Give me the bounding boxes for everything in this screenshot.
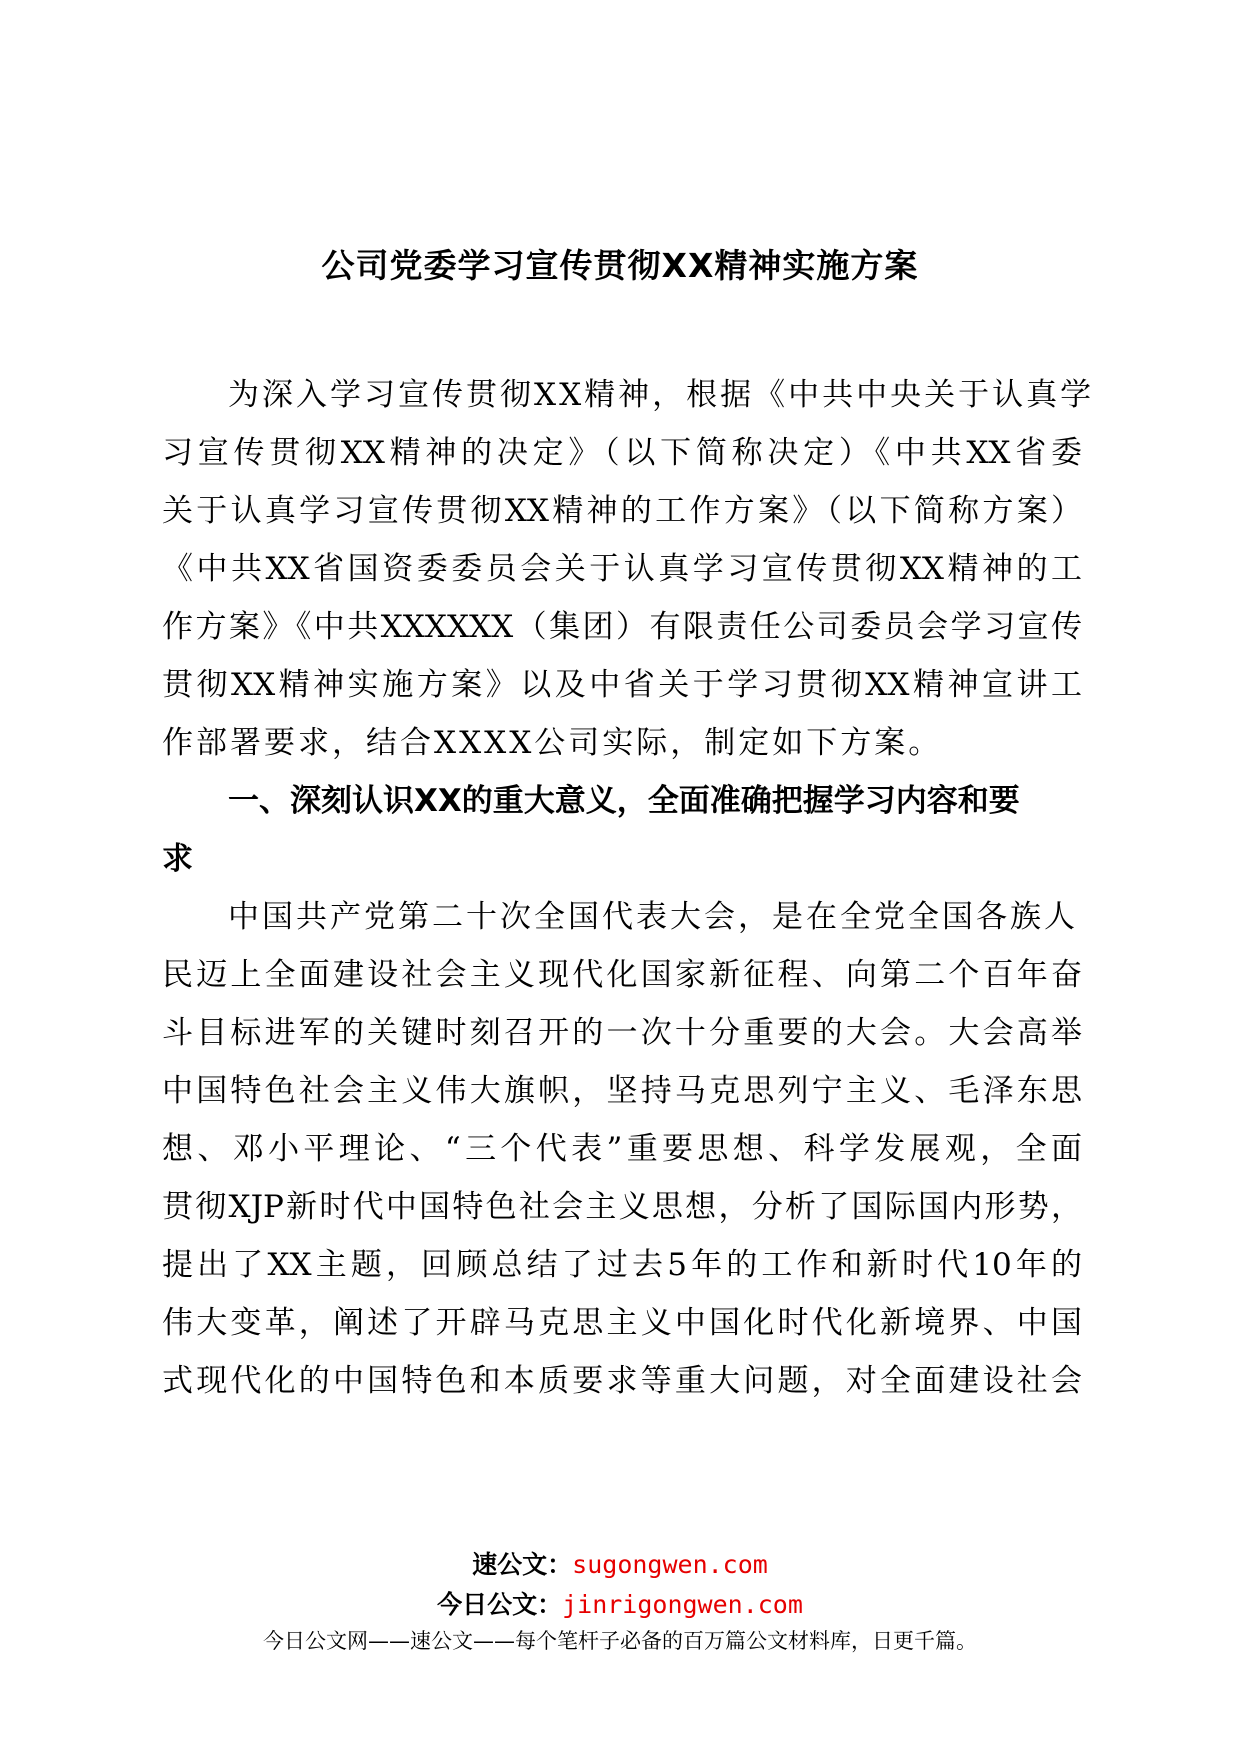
paragraph-1-line-7: 作部署要求，结合XXXX公司实际，制定如下方案。 [162, 725, 943, 761]
paragraph-2-line-8: 伟大变革，阐述了开辟马克思主义中国化时代化新境界、中国 [162, 1305, 1082, 1341]
paragraph-2-line-7: 提出了XX主题，回顾总结了过去5年的工作和新时代10年的 [162, 1247, 1082, 1283]
section-heading-1-line-2: 求 [162, 841, 193, 877]
footer-tagline: 今日公文网——速公文——每个笔杆子必备的百万篇公文材料库，日更千篇。 [263, 1629, 977, 1653]
paragraph-1-line-3: 关于认真学习宣传贯彻XX精神的工作方案》（以下简称方案） [162, 493, 1082, 529]
section-heading-1-line-1: 一、深刻认识XX的重大意义，全面准确把握学习内容和要 [228, 783, 1020, 819]
document-title: 公司党委学习宣传贯彻XX精神实施方案 [321, 246, 919, 285]
paragraph-1-line-6: 贯彻XX精神实施方案》以及中省关于学习贯彻XX精神宣讲工 [162, 667, 1082, 703]
footer-label-1: 速公文： [472, 1550, 573, 1579]
paragraph-2-line-1: 中国共产党第二十次全国代表大会，是在全党全国各族人 [228, 899, 1078, 935]
paragraph-1-line-5: 作方案》《中共XXXXXX（集团）有限责任公司委员会学习宣传 [162, 609, 1082, 645]
paragraph-1-line-1: 为深入学习宣传贯彻XX精神，根据《中共中央关于认真学 [228, 377, 1095, 413]
paragraph-2-line-5: 想、邓小平理论、“三个代表”重要思想、科学发展观，全面 [162, 1131, 1082, 1167]
footer-link-sugongwen[interactable]: sugongwen.com [572, 1550, 768, 1579]
footer-link-jinrigongwen[interactable]: jinrigongwen.com [562, 1590, 803, 1619]
paragraph-2-line-4: 中国特色社会主义伟大旗帜，坚持马克思列宁主义、毛泽东思 [162, 1073, 1082, 1109]
paragraph-2-line-6: 贯彻XJP新时代中国特色社会主义思想，分析了国际国内形势， [162, 1189, 1082, 1225]
footer-line-1 [0, 1545, 1240, 1581]
paragraph-1-line-2: 习宣传贯彻XX精神的决定》（以下简称决定）《中共XX省委 [162, 435, 1082, 471]
paragraph-2-line-2: 民迈上全面建设社会主义现代化国家新征程、向第二个百年奋 [162, 957, 1082, 993]
paragraph-2-line-3: 斗目标进军的关键时刻召开的一次十分重要的大会。大会高举 [162, 1015, 1082, 1051]
footer-line-2 [0, 1585, 1240, 1621]
paragraph-2-line-9: 式现代化的中国特色和本质要求等重大问题，对全面建设社会 [162, 1363, 1082, 1399]
footer-label-2: 今日公文： [437, 1590, 563, 1619]
paragraph-1-line-4: 《中共XX省国资委委员会关于认真学习宣传贯彻XX精神的工 [162, 551, 1082, 587]
